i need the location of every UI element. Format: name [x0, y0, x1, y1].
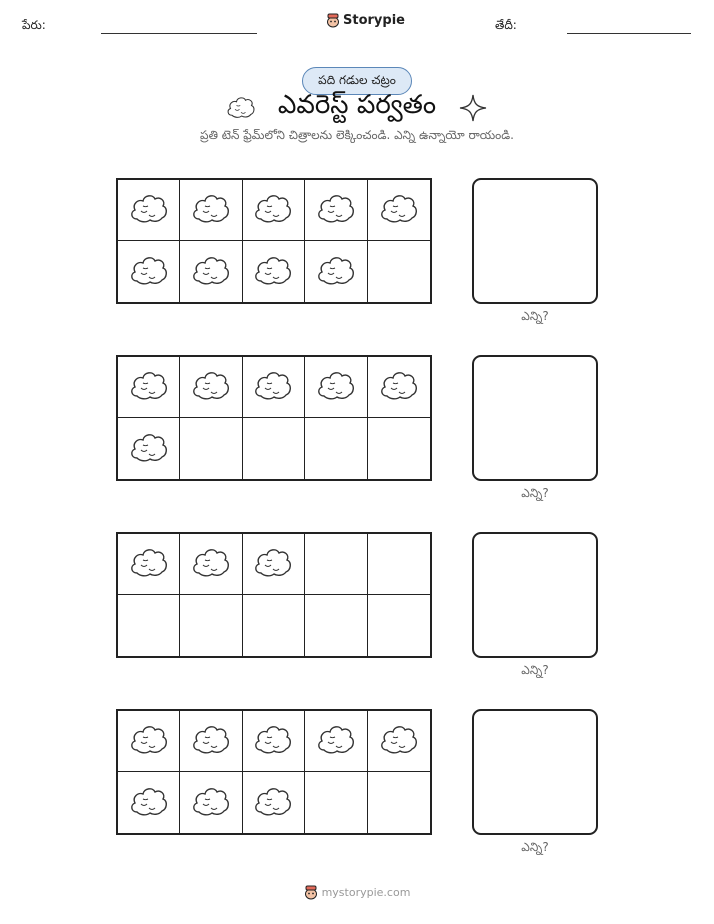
ten-frame-cell: [368, 534, 430, 595]
ten-frame-cell: [305, 418, 367, 479]
how-many-label: ఎన్ని?: [521, 486, 549, 500]
ten-frame-cell: [118, 595, 180, 656]
cloud-icon: [253, 722, 293, 760]
ten-frame-cell: [180, 241, 242, 302]
brand-logo: [326, 12, 405, 28]
cloud-icon: [253, 784, 293, 822]
name-line[interactable]: [101, 33, 257, 34]
ten-frame-cell: [305, 241, 367, 302]
cloud-icon: [379, 368, 419, 406]
answer-box[interactable]: [472, 532, 598, 658]
storypie-mascot-icon: [304, 884, 318, 900]
cloud-icon: [379, 191, 419, 229]
ten-frame-cell: [305, 534, 367, 595]
ten-frame-cell: [305, 357, 367, 418]
cloud-icon: [129, 545, 169, 583]
ten-frame-cell: [180, 357, 242, 418]
ten-frame-cell: [180, 534, 242, 595]
ten-frame-cell: [243, 418, 305, 479]
ten-frame: [116, 355, 432, 481]
answer-box[interactable]: [472, 355, 598, 481]
ten-frame-cell: [368, 180, 430, 241]
cloud-icon: [129, 368, 169, 406]
footer-site: mystorypie.com: [321, 885, 411, 899]
ten-frame-cell: [118, 418, 180, 479]
ten-frame-cell: [180, 180, 242, 241]
cloud-icon: [191, 191, 231, 229]
ten-frame: [116, 532, 432, 658]
cloud-icon: [316, 253, 356, 291]
cloud-icon: [253, 545, 293, 583]
ten-frame-cell: [305, 772, 367, 833]
date-label: తేదీ:: [495, 18, 517, 32]
ten-frame-cell: [243, 711, 305, 772]
ten-frame-cell: [180, 418, 242, 479]
ten-frame-cell: [243, 534, 305, 595]
ten-frame-cell: [368, 418, 430, 479]
ten-frame-cell: [243, 357, 305, 418]
cloud-icon: [191, 545, 231, 583]
ten-frame-cell: [368, 595, 430, 656]
how-many-label: ఎన్ని?: [521, 840, 549, 854]
ten-frame-cell: [243, 241, 305, 302]
cloud-icon: [129, 430, 169, 468]
ten-frame-cell: [118, 772, 180, 833]
date-line[interactable]: [567, 33, 691, 34]
cloud-icon: [316, 368, 356, 406]
cloud-icon: [191, 722, 231, 760]
cloud-icon: [316, 191, 356, 229]
ten-frame-cell: [305, 595, 367, 656]
sparkle-icon: [459, 94, 487, 122]
ten-frame-cell: [180, 711, 242, 772]
answer-box[interactable]: [472, 709, 598, 835]
ten-frame-cell: [243, 180, 305, 241]
ten-frame-cell: [368, 241, 430, 302]
brand-name: Storypie: [343, 12, 405, 28]
ten-frame-cell: [243, 772, 305, 833]
ten-frame-cell: [243, 595, 305, 656]
cloud-icon: [129, 784, 169, 822]
ten-frame-cell: [180, 595, 242, 656]
ten-frame-cell: [180, 772, 242, 833]
ten-frame-cell: [368, 711, 430, 772]
ten-frame: [116, 709, 432, 835]
ten-frame-cell: [368, 772, 430, 833]
ten-frame-cell: [118, 357, 180, 418]
ten-frame: [116, 178, 432, 304]
page-title: ఎవరెస్ట్ పర్వతం: [277, 90, 437, 120]
ten-frame-cell: [305, 180, 367, 241]
cloud-icon: [253, 191, 293, 229]
storypie-mascot-icon: [326, 12, 340, 28]
worksheet-type-badge: పది గడుల చట్రం: [302, 67, 412, 95]
ten-frame-cell: [118, 241, 180, 302]
answer-box[interactable]: [472, 178, 598, 304]
how-many-label: ఎన్ని?: [521, 663, 549, 677]
cloud-icon: [253, 253, 293, 291]
cloud-icon: [129, 253, 169, 291]
ten-frame-cell: [118, 534, 180, 595]
cloud-icon: [379, 722, 419, 760]
cloud-icon: [191, 368, 231, 406]
ten-frame-cell: [118, 711, 180, 772]
cloud-icon: [129, 191, 169, 229]
cloud-icon: [129, 722, 169, 760]
cloud-icon: [191, 253, 231, 291]
ten-frame-cell: [118, 180, 180, 241]
ten-frame-cell: [368, 357, 430, 418]
how-many-label: ఎన్ని?: [521, 309, 549, 323]
cloud-icon: [316, 722, 356, 760]
cloud-icon: [191, 784, 231, 822]
name-label: పేరు:: [22, 18, 46, 32]
cloud-icon: [253, 368, 293, 406]
footer: [0, 884, 714, 900]
ten-frame-cell: [305, 711, 367, 772]
instructions-text: ప్రతి టెన్ ఫ్రేమ్‌లోని చిత్రాలను లెక్కించండి. ఎన్ని ఉన్నాయో రాయండి.: [200, 128, 514, 142]
